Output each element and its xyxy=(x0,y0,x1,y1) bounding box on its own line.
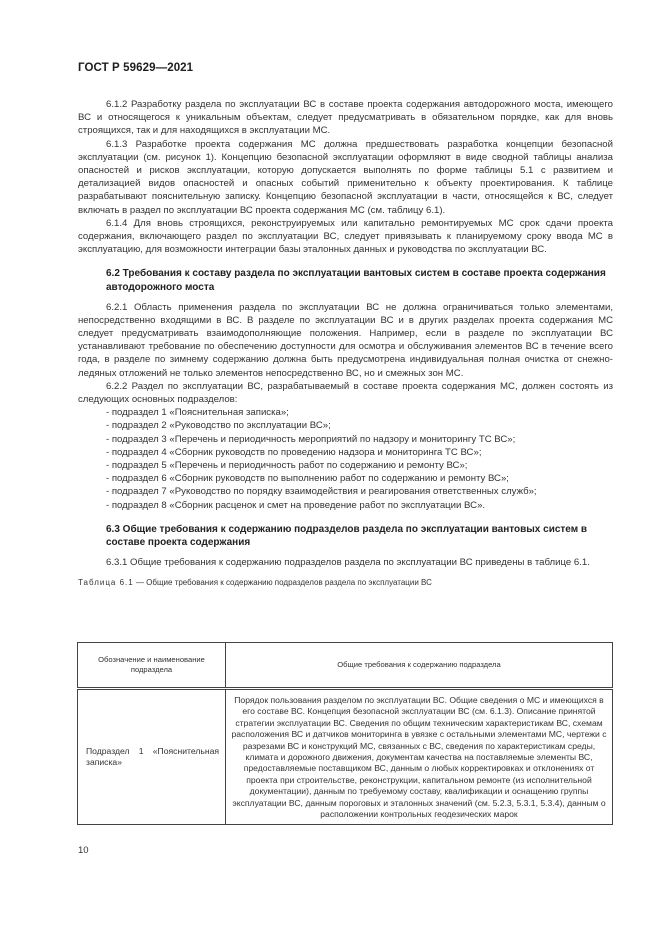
document-header: ГОСТ Р 59629—2021 xyxy=(78,62,194,74)
paragraph-6-2-1: 6.2.1 Область применения раздела по эксплуатации ВС не должна ограничиваться только элементами, непосредственно входящими в ВС. В разделе по эксплуатации ВС и в других разделах проекта содержания МС следует предусматривать взаимодополняющие положения. Например, если в разделе по эксплуатации ВС устанавливают требование по обеспечению доступности для осмотра и обслуживания элементов ВС в течение всего года, в разделе по зимнему содержанию должна быть предусмотрена индивидуальная полная очистка от снежно-ледяных отложений не только элементов непосредственно ВС, но и смежных зон МС. xyxy=(78,301,613,379)
paragraph-6-1-4: 6.1.4 Для вновь строящихся, реконструируемых или капитально ремонтируемых МС срок сдачи проекта содержания, включающего раздел по эксплуатации ВС, следует привязывать к планируемому сроку ввода МС в эксплуатацию, для возможности интеграции базы эталонных данных и руководства по эксплуатации ВС. xyxy=(78,217,613,256)
column-header-requirements: Общие требования к содержанию подраздела xyxy=(226,643,613,689)
table-header-row xyxy=(78,643,613,689)
paragraph-6-1-3: 6.1.3 Разработке проекта содержания МС должна предшествовать разработка концепции безопасной эксплуатации (см. рисунок 1). Концепцию безопасной эксплуатации оформляют в виде сводной таблицы анализа опасностей и рисков эксплуатации, которую допускается выполнять по форме таблицы 5.1 с развитием и детализацией видов опасностей и опасных событий применительно к объекту проектирования. К таблице разрабатывают пояснительную записку. Концепцию безопасной эксплуатации в части, относящейся к ВС, следует включать в раздел по эксплуатации ВС проекта содержания МС (см. таблицу 6.1). xyxy=(78,138,613,216)
section-heading-6-3: 6.3 Общие требования к содержанию подразделов раздела по эксплуатации вантовых систем в составе проекта содержания xyxy=(106,523,588,549)
list-item: - подраздел 4 «Сборник руководств по проведению надзора и мониторинга ТС ВС»; xyxy=(106,446,482,458)
section-heading-6-2: 6.2 Требования к составу раздела по эксплуатации вантовых систем в составе проекта содержания автодорожного моста xyxy=(106,268,606,294)
table-caption-text: — Общие требования к содержанию подразделов раздела по эксплуатации ВС xyxy=(133,578,432,588)
table-cell-requirements: Порядок пользования разделом по эксплуатации ВС. Общие сведения о МС и имеющихся в его составе ВС. Концепция безопасной эксплуатации ВС (см. 6.1.3). Описание принятой стратегии эксплуатации ВС. Сведения по общим техническим характеристикам ВС, схемам расположения ВС и датчиков мониторинга в увязке с остальными элементами МС, чертежи с разрезами ВС и конструкций МС, связанных с ВС, сведения по характеристикам среды, климата и дорожного движения, документам качества на поставляемые элементы ВС, предоставляемые поставщиком ВС, данным о любых корректировках и отклонениях от проекта при строительстве, реконструкции, капитальном ремонте (из исполнительной документации), данным по требуемому составу, квалификации и оснащению группы эксплуатации ВС, данным пороговых и эталонных значений (см. 5.2.3, 5.3.1, 5.3.4), данным о расположении контрольных геодезических марок xyxy=(226,689,613,825)
document-body xyxy=(78,98,613,588)
list-item: - подраздел 5 «Перечень и периодичность работ по содержанию и ремонту ВС»; xyxy=(106,460,468,472)
list-item: - подраздел 1 «Пояснительная записка»; xyxy=(106,407,289,419)
list-item: - подраздел 3 «Перечень и периодичность мероприятий по надзору и мониторингу ТС ВС»; xyxy=(106,433,516,445)
paragraph-6-1-2: 6.1.2 Разработку раздела по эксплуатации ВС в составе проекта содержания автодорожного моста, имеющего ВС и относящегося к уникальным объектам, следует предусматривать в обязательном порядке, как для вновь строящихся, так и для находящихся в эксплуатации МС. xyxy=(78,99,613,137)
list-item: - подраздел 2 «Руководство по эксплуатации ВС»; xyxy=(106,420,331,432)
list-item: - подраздел 7 «Руководство по порядку взаимодействия и реагирования ответственных служб»; xyxy=(106,486,537,498)
paragraph-6-3-1: 6.3.1 Общие требования к содержанию подразделов раздела по эксплуатации ВС приведены в таблице 6.1. xyxy=(106,557,590,569)
paragraph-6-2-2: 6.2.2 Раздел по эксплуатации ВС, разрабатываемый в составе проекта содержания МС, должен состоять из следующих основных подразделов: xyxy=(78,380,613,406)
table-cell-subsection-name: Подраздел 1 «Пояснительная записка» xyxy=(78,689,226,825)
table-caption xyxy=(78,577,613,588)
list-item: - подраздел 8 «Сборник расценок и смет на проведение работ по эксплуатации ВС». xyxy=(106,499,486,511)
list-item: - подраздел 6 «Сборник руководств по выполнению работ по содержанию и ремонту ВС»; xyxy=(106,473,509,485)
table-row xyxy=(78,689,613,825)
subsection-list xyxy=(78,406,613,512)
column-header-subsection: Обозначение и наименование подраздела xyxy=(78,643,226,689)
requirements-table xyxy=(77,642,613,825)
table-caption-label: Таблица 6.1 xyxy=(78,578,134,588)
page-number: 10 xyxy=(78,845,89,856)
